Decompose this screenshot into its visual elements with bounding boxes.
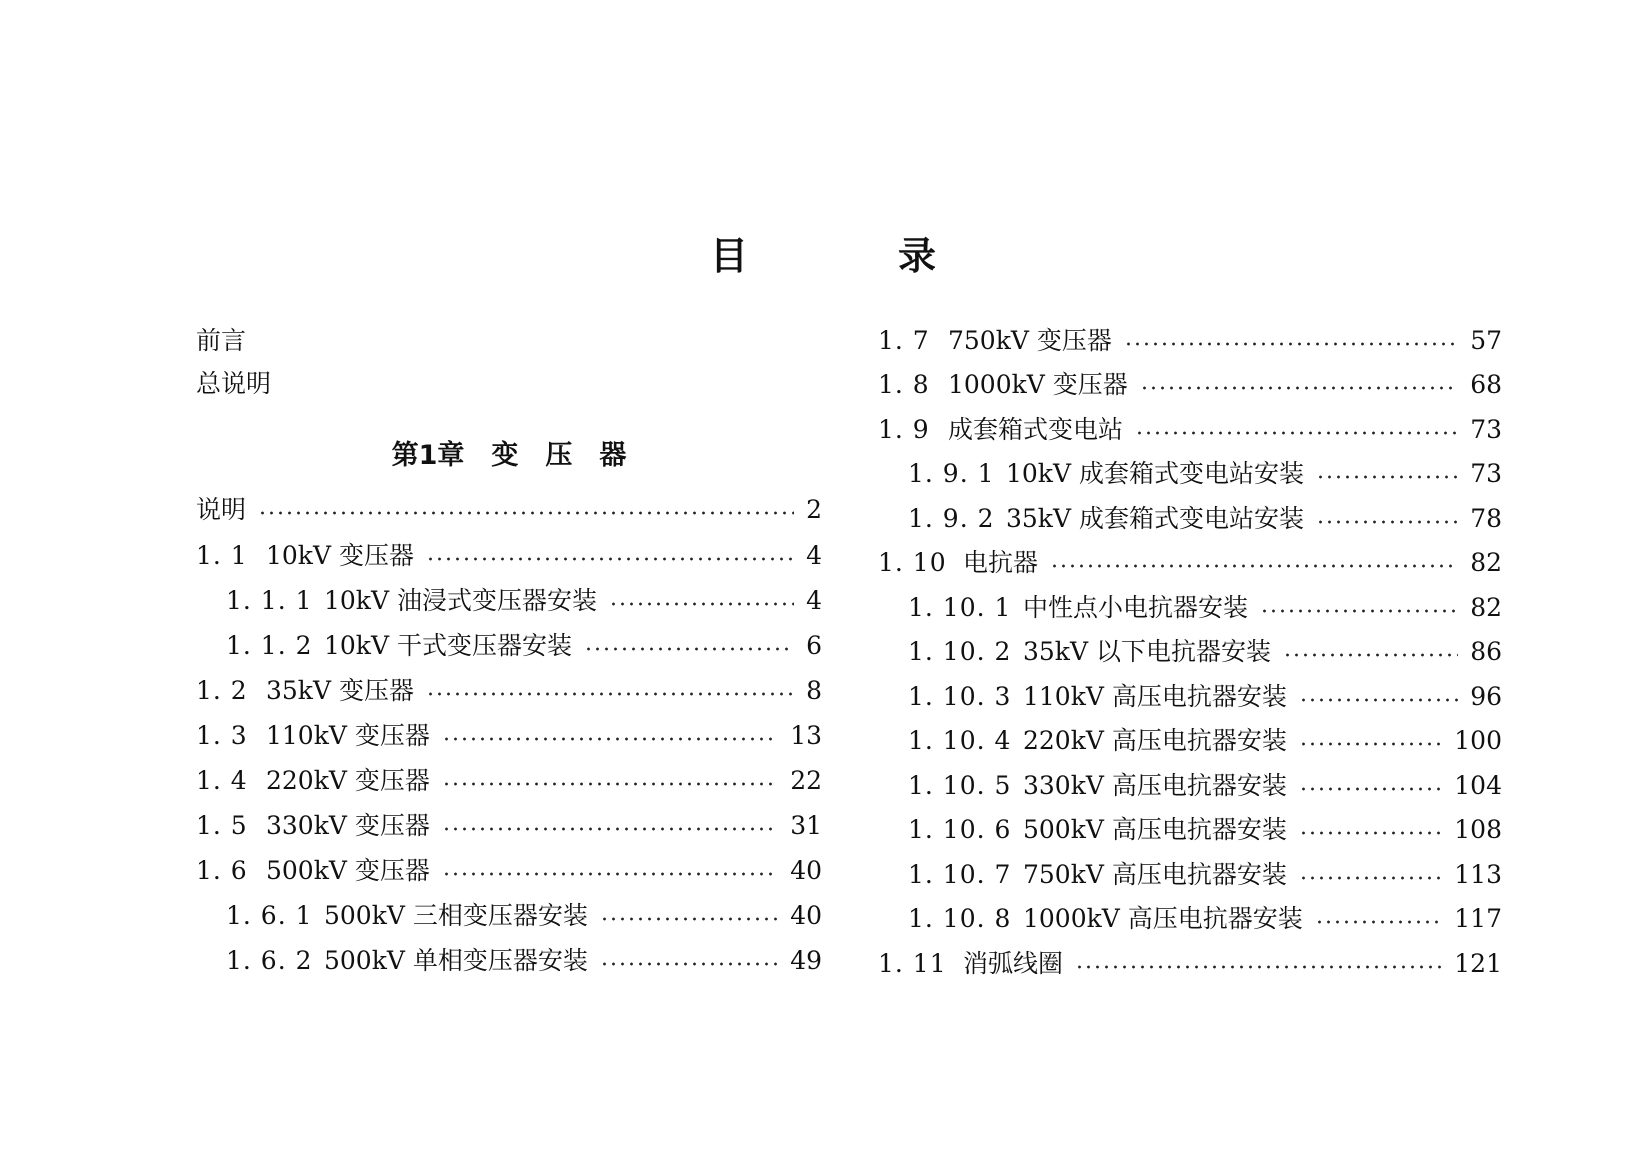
toc-entry-number: 1. 10. 6 xyxy=(908,815,1012,844)
toc-entry-number: 1. 1. 1 xyxy=(226,586,313,615)
toc-entry[interactable] xyxy=(878,412,1502,448)
toc-entry-label: 10kV 成套箱式变电站安装 xyxy=(1006,459,1304,488)
toc-entry-page: 86 xyxy=(1470,637,1502,666)
toc-entry-number: 1. 9 xyxy=(878,415,930,444)
toc-entry-number: 1. 10. 7 xyxy=(908,860,1012,889)
toc-entry[interactable] xyxy=(878,946,1502,982)
toc-right-column xyxy=(878,0,1502,1150)
toc-leader-dots xyxy=(609,602,794,606)
toc-leader-dots xyxy=(1283,653,1458,657)
toc-entry-label: 500kV 单相变压器安装 xyxy=(324,946,588,975)
toc-leader-dots xyxy=(1260,609,1458,613)
toc-entry-label: 10kV 变压器 xyxy=(266,541,414,570)
toc-entry-page: 40 xyxy=(790,856,822,885)
toc-leader-dots xyxy=(1315,920,1443,924)
toc-entry-number: 1. 11 xyxy=(878,949,947,978)
toc-front-matter-preface[interactable]: 前言 xyxy=(196,326,247,355)
toc-entry[interactable] xyxy=(878,367,1502,403)
toc-entry-label: 330kV 变压器 xyxy=(266,811,430,840)
toc-entry-number: 1. 10. 3 xyxy=(908,682,1012,711)
toc-leader-dots xyxy=(442,827,778,831)
toc-leader-dots xyxy=(1299,831,1442,835)
toc-entry[interactable] xyxy=(196,853,822,889)
toc-entry[interactable] xyxy=(908,501,1502,537)
toc-entry-label: 1000kV 高压电抗器安装 xyxy=(1023,904,1303,933)
toc-leader-dots xyxy=(600,962,778,966)
toc-entry-page: 31 xyxy=(790,811,822,840)
toc-entry-page: 49 xyxy=(790,946,822,975)
toc-leader-dots xyxy=(1124,342,1458,346)
toc-entry-label: 750kV 高压电抗器安装 xyxy=(1023,860,1287,889)
toc-leader-dots xyxy=(1299,698,1458,702)
toc-entry-label: 成套箱式变电站 xyxy=(948,415,1124,444)
toc-entry-page: 4 xyxy=(806,541,822,570)
toc-entry-label: 中性点小电抗器安装 xyxy=(1023,593,1249,622)
toc-left-column xyxy=(196,0,822,1150)
toc-entry[interactable] xyxy=(908,857,1502,893)
toc-entry-number: 1. 6 xyxy=(196,856,248,885)
toc-leader-dots xyxy=(1135,431,1458,435)
toc-entry-page: 121 xyxy=(1454,949,1502,978)
toc-entry-page: 117 xyxy=(1454,904,1502,933)
toc-entry-page: 8 xyxy=(806,676,822,705)
page-title-char-2: 录 xyxy=(898,234,937,278)
toc-leader-dots xyxy=(442,872,778,876)
toc-entry-label: 说明 xyxy=(196,495,247,524)
toc-entry-number: 1. 7 xyxy=(878,326,930,355)
toc-entry-number: 1. 6. 2 xyxy=(226,946,313,975)
toc-entry-page: 96 xyxy=(1470,682,1502,711)
toc-leader-dots xyxy=(442,737,778,741)
toc-entry-label: 10kV 油浸式变压器安装 xyxy=(324,586,597,615)
toc-entry-label: 500kV 三相变压器安装 xyxy=(324,901,588,930)
toc-leader-dots xyxy=(1299,876,1442,880)
toc-entry-page: 113 xyxy=(1454,860,1502,889)
toc-entry-number: 1. 3 xyxy=(196,721,248,750)
toc-entry-number: 1. 2 xyxy=(196,676,248,705)
page-title-char-1: 目 xyxy=(709,234,748,278)
toc-entry[interactable] xyxy=(196,763,822,799)
toc-entry-number: 1. 10. 1 xyxy=(908,593,1012,622)
toc-entry-label: 220kV 高压电抗器安装 xyxy=(1023,726,1287,755)
toc-entry[interactable] xyxy=(908,901,1502,937)
toc-entry[interactable] xyxy=(878,545,1502,581)
toc-entry-number: 1. 10. 2 xyxy=(908,637,1012,666)
toc-entry-page: 2 xyxy=(806,495,822,524)
toc-entry-page: 82 xyxy=(1470,548,1502,577)
toc-entry-number: 1. 6. 1 xyxy=(226,901,313,930)
toc-entry-number: 1. 9. 2 xyxy=(908,504,995,533)
toc-entry-number: 1. 1 xyxy=(196,541,248,570)
toc-entry-label: 35kV 成套箱式变电站安装 xyxy=(1006,504,1304,533)
toc-entry-number: 1. 1. 2 xyxy=(226,631,313,660)
toc-entry-label: 750kV 变压器 xyxy=(948,326,1112,355)
toc-entry[interactable] xyxy=(908,768,1502,804)
toc-entry-number: 1. 10. 4 xyxy=(908,726,1012,755)
toc-entry-number: 1. 4 xyxy=(196,766,248,795)
toc-leader-dots xyxy=(1140,386,1458,390)
toc-entry[interactable] xyxy=(196,808,822,844)
toc-entry[interactable] xyxy=(908,679,1502,715)
toc-entry-page: 104 xyxy=(1454,771,1502,800)
toc-entry-page: 108 xyxy=(1454,815,1502,844)
toc-entry[interactable] xyxy=(196,492,822,528)
toc-leader-dots xyxy=(1316,520,1458,524)
toc-leader-dots xyxy=(258,511,794,515)
toc-entry[interactable] xyxy=(226,628,822,664)
toc-leader-dots xyxy=(1075,965,1442,969)
toc-leader-dots xyxy=(600,917,778,921)
toc-entry-page: 73 xyxy=(1470,415,1502,444)
toc-entry-label: 消弧线圈 xyxy=(963,949,1064,978)
toc-entry-page: 78 xyxy=(1470,504,1502,533)
toc-entry-label: 35kV 变压器 xyxy=(266,676,414,705)
toc-entry[interactable] xyxy=(908,634,1502,670)
toc-entry-label: 110kV 高压电抗器安装 xyxy=(1023,682,1287,711)
toc-entry-page: 57 xyxy=(1470,326,1502,355)
chapter-heading: 第1章 变 压 器 xyxy=(391,440,627,471)
toc-entry[interactable] xyxy=(908,723,1502,759)
toc-entry-label: 500kV 变压器 xyxy=(266,856,430,885)
toc-entry-page: 40 xyxy=(790,901,822,930)
toc-entry-label: 10kV 干式变压器安装 xyxy=(324,631,572,660)
toc-entry-page: 22 xyxy=(790,766,822,795)
toc-entry-label: 35kV 以下电抗器安装 xyxy=(1023,637,1271,666)
toc-entry[interactable] xyxy=(908,590,1502,626)
toc-entry[interactable] xyxy=(878,323,1502,359)
toc-entry-number: 1. 10 xyxy=(878,548,947,577)
toc-entry[interactable] xyxy=(196,673,822,709)
toc-leader-dots xyxy=(1316,475,1458,479)
toc-entry-label: 220kV 变压器 xyxy=(266,766,430,795)
toc-leader-dots xyxy=(1299,742,1442,746)
toc-entry-page: 68 xyxy=(1470,370,1502,399)
toc-entry-number: 1. 9. 1 xyxy=(908,459,995,488)
toc-leader-dots xyxy=(584,647,794,651)
toc-entry[interactable] xyxy=(908,456,1502,492)
toc-entry-number: 1. 5 xyxy=(196,811,248,840)
toc-front-matter-general[interactable]: 总说明 xyxy=(196,369,272,398)
toc-entry[interactable] xyxy=(908,812,1502,848)
toc-entry-label: 330kV 高压电抗器安装 xyxy=(1023,771,1287,800)
toc-entry-number: 1. 8 xyxy=(878,370,930,399)
toc-entry[interactable] xyxy=(226,943,822,979)
toc-leader-dots xyxy=(1299,787,1442,791)
toc-entry[interactable] xyxy=(226,898,822,934)
toc-entry-number: 1. 10. 8 xyxy=(908,904,1012,933)
toc-entry[interactable] xyxy=(196,718,822,754)
toc-leader-dots xyxy=(442,782,778,786)
toc-entry-page: 6 xyxy=(806,631,822,660)
toc-entry-page: 73 xyxy=(1470,459,1502,488)
toc-entry[interactable] xyxy=(196,538,822,574)
toc-entry-label: 1000kV 变压器 xyxy=(948,370,1128,399)
toc-leader-dots xyxy=(426,692,794,696)
toc-entry-label: 110kV 变压器 xyxy=(266,721,430,750)
toc-entry-page: 13 xyxy=(790,721,822,750)
toc-leader-dots xyxy=(426,557,794,561)
toc-leader-dots xyxy=(1050,564,1458,568)
toc-entry-label: 电抗器 xyxy=(963,548,1039,577)
toc-entry-number: 1. 10. 5 xyxy=(908,771,1012,800)
toc-entry[interactable] xyxy=(226,583,822,619)
toc-entry-page: 82 xyxy=(1470,593,1502,622)
toc-entry-page: 4 xyxy=(806,586,822,615)
toc-entry-label: 500kV 高压电抗器安装 xyxy=(1023,815,1287,844)
toc-entry-page: 100 xyxy=(1454,726,1502,755)
